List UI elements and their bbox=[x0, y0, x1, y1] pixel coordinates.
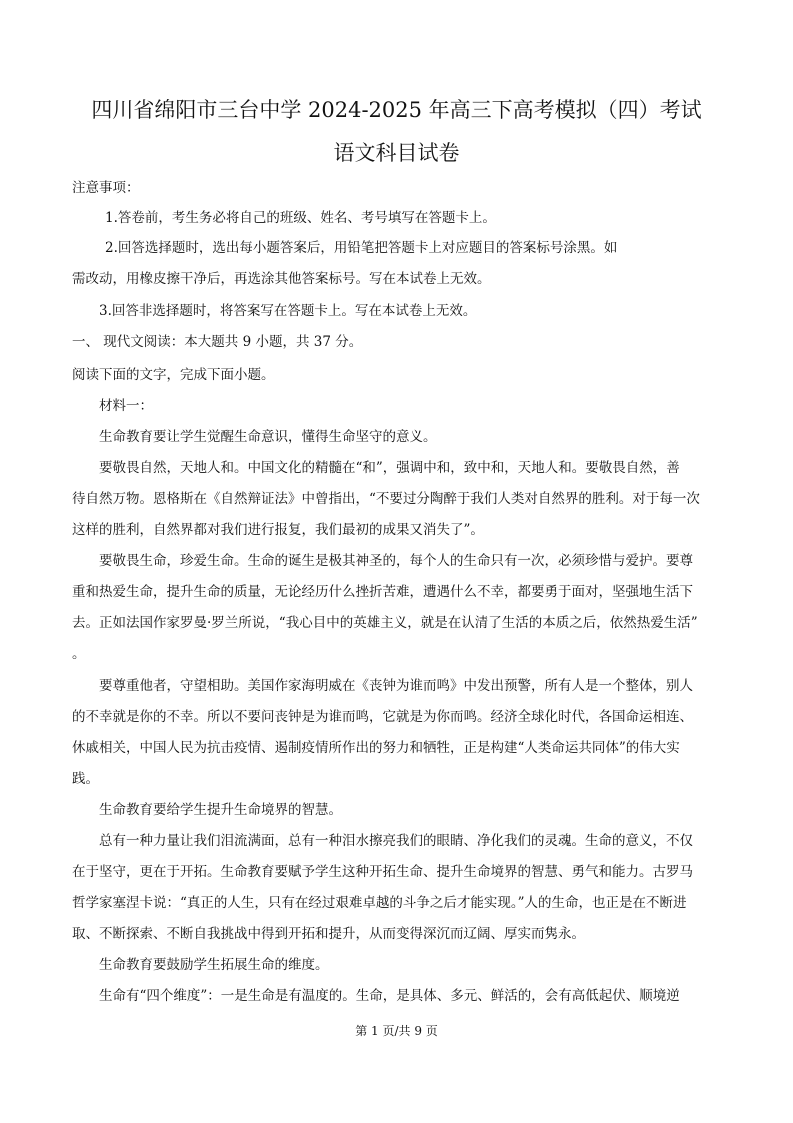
passage-line: 要尊重他者，守望相助。美国作家海明威在《丧钟为谁而鸣》中发出预警，所有人是一个整体，别人 bbox=[99, 678, 693, 694]
passage-line: 取、不断探索、不断自我挑战中得到开拓和提升，从而变得深沉而辽阔、厚实而隽永。 bbox=[72, 926, 585, 942]
passage-line: 待自然万物。恩格斯在《自然辩证法》中曾指出，“不要过分陶醉于我们人类对自然界的胜利。对于每一次 bbox=[72, 491, 700, 507]
passage-line: 休戚相关，中国人民为抗击疫情、遏制疫情所作出的努力和牺牲，正是构建“人类命运共同体”的伟大实 bbox=[72, 740, 680, 756]
passage-line: 哲学家塞涅卡说：“真正的人生，只有在经过艰难卓越的斗争之后才能实现。”人的生命，也正是在不断进 bbox=[72, 895, 687, 911]
passage-line: 。 bbox=[72, 646, 86, 662]
passage-line: 总有一种力量让我们泪流满面，总有一种泪水擦亮我们的眼睛、净化我们的灵魂。生命的意义，不仅 bbox=[99, 833, 693, 849]
notice-item-2-line-1: 2.回答选择题时，选出每小题答案后，用铅笔把答题卡上对应题目的答案标号涂黑。如 bbox=[105, 240, 618, 256]
exam-title: 四川省绵阳市三台中学 2024-2025 年高三下高考模拟（四）考试 bbox=[91, 98, 702, 122]
passage-line: 要敬畏自然，天地人和。中国文化的精髓在“和”，强调中和，致中和，天地人和。要敬畏自然，善 bbox=[99, 460, 680, 476]
passage-line: 践。 bbox=[72, 771, 99, 787]
notice-heading: 注意事项： bbox=[72, 180, 140, 196]
passage-line: 重和热爱生命，提升生命的质量，无论经历什么挫折苦难，遭遇什么不幸，都要勇于面对，坚强地生活下 bbox=[72, 584, 693, 600]
passage-line: 生命教育要给学生提升生命境界的智慧。 bbox=[99, 802, 342, 818]
notice-item-2-line-2: 需改动，用橡皮擦干净后，再选涂其他答案标号。写在本试卷上无效。 bbox=[72, 271, 491, 287]
reading-instruction: 阅读下面的文字，完成下面小题。 bbox=[72, 367, 275, 383]
passage-line: 要敬畏生命，珍爱生命。生命的诞生是极其神圣的，每个人的生命只有一次，必须珍惜与爱护。要尊 bbox=[99, 553, 693, 569]
notice-item-3: 3.回答非选择题时，将答案写在答题卡上。写在本试卷上无效。 bbox=[99, 303, 477, 319]
passage-line: 去。正如法国作家罗曼·罗兰所说，“我心目中的英雄主义，就是在认清了生活的本质之后，依然热爱生活” bbox=[72, 615, 698, 631]
notice-item-1: 1.答卷前，考生务必将自己的班级、姓名、考号填写在答题卡上。 bbox=[105, 210, 496, 226]
exam-subtitle: 语文科目试卷 bbox=[333, 141, 460, 165]
passage-line: 这样的胜利，自然界都对我们进行报复，我们最初的成果又消失了”。 bbox=[72, 522, 484, 538]
passage-line: 在于坚守，更在于开拓。生命教育要赋予学生这种开拓生命、提升生命境界的智慧、勇气和能力。古罗马 bbox=[72, 864, 693, 880]
section-heading: 一、 现代文阅读：本大题共 9 小题，共 37 分。 bbox=[72, 334, 363, 350]
passage-line: 的不幸就是你的不幸。所以不要问丧钟是为谁而鸣，它就是为你而鸣。经济全球化时代，各国命运相连、 bbox=[72, 709, 693, 725]
passage-line: 生命教育要鼓励学生拓展生命的维度。 bbox=[99, 957, 329, 973]
passage-line: 生命有“四个维度”：一是生命是有温度的。生命，是具体、多元、鲜活的，会有高低起伏、顺境逆 bbox=[99, 988, 680, 1004]
page-number: 第 1 页/共 9 页 bbox=[355, 1024, 438, 1038]
material-label: 材料一： bbox=[99, 398, 153, 414]
passage-line: 生命教育要让学生觉醒生命意识，懂得生命坚守的意义。 bbox=[99, 429, 437, 445]
